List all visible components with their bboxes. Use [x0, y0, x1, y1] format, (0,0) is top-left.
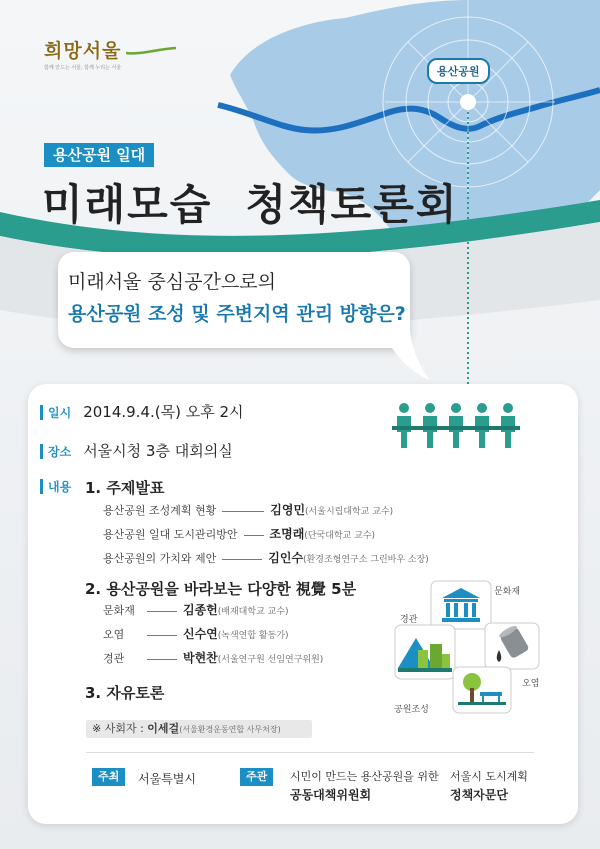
- item-note: (환경조형연구소 그린바우 소장): [303, 555, 429, 565]
- section-3-title: 3. 자유토론: [85, 684, 165, 702]
- content-label: 내용: [48, 480, 72, 494]
- item-dash: [147, 611, 177, 612]
- page-title: 미래모습 청책토론회: [42, 180, 459, 229]
- list-item: [103, 526, 375, 542]
- moderator-prefix: ※ 사회자 :: [92, 722, 144, 735]
- organizer-1-line-1: 시민이 만드는 용산공원을 위한: [290, 770, 439, 783]
- park-pictogram: [452, 666, 512, 714]
- bubble-tail: [392, 330, 432, 382]
- item-name: 김영민: [270, 503, 306, 517]
- landscape-pictogram: [394, 624, 456, 680]
- date-bar: [40, 405, 43, 420]
- item-dash: [244, 535, 264, 536]
- host-name: 서울특별시: [138, 772, 196, 786]
- item-note: (서울시립대학교 교수): [305, 507, 394, 517]
- pollution-pictogram: [484, 622, 540, 670]
- bubble-line-1: 미래서울 중심공간으로의: [68, 271, 276, 293]
- item-dash: [222, 511, 264, 512]
- list-item: [103, 502, 393, 518]
- map-pin-label: 용산공원: [427, 58, 490, 84]
- list-item: [103, 550, 429, 566]
- item-dash: [222, 559, 262, 560]
- item-note: (녹색연합 활동가): [217, 631, 289, 641]
- date-value: 2014.9.4.(목) 오후 2시: [83, 403, 244, 421]
- item-topic: 문화재: [103, 604, 135, 617]
- item-name: 조명래: [269, 527, 305, 541]
- item-dash: [147, 635, 177, 636]
- logo-text: 희망서울: [44, 40, 122, 62]
- item-name: 박현찬: [183, 651, 218, 665]
- item-dash: [147, 659, 177, 660]
- question-bubble: [58, 252, 410, 348]
- info-card: [28, 384, 578, 824]
- item-name: 신수연: [183, 627, 218, 641]
- item-topic: 경관: [103, 652, 125, 665]
- section-1-title: 1. 주제발표: [85, 479, 165, 497]
- item-note: (배재대학교 교수): [217, 607, 289, 617]
- item-name: 김종헌: [183, 603, 218, 617]
- meeting-people-icon: [390, 402, 522, 452]
- pollution-icon: [484, 622, 540, 670]
- logo-tagline: 함께 만드는 서울, 함께 누리는 서울: [44, 65, 122, 71]
- moderator-name: 이세걸: [147, 722, 180, 735]
- list-item: [103, 602, 289, 618]
- content-row: [40, 474, 83, 498]
- park-marker: [460, 94, 476, 110]
- organizer-2-line-1: 서울시 도시계획: [450, 770, 528, 783]
- place-label: 장소: [48, 445, 72, 459]
- heritage-icon: [430, 580, 492, 630]
- park-icon: [452, 666, 512, 714]
- host-tag: 주최: [92, 768, 125, 786]
- organizer-tag: 주관: [240, 768, 273, 786]
- date-label: 일시: [48, 406, 72, 420]
- list-item: [103, 650, 323, 666]
- date-row: [40, 400, 244, 424]
- footer-divider: [86, 752, 534, 753]
- item-topic: 오염: [103, 628, 125, 641]
- content-bar: [40, 479, 43, 494]
- place-bar: [40, 444, 43, 459]
- bubble-line-2: 용산공원 조성 및 주변지역 관리 방향은?: [68, 303, 406, 325]
- section-2-title: 2. 용산공원을 바라보는 다양한 視覺 5분: [85, 580, 357, 598]
- pollution-label: 오염: [522, 679, 540, 689]
- heritage-label: 문화재: [494, 587, 521, 597]
- landscape-label: 경관: [400, 615, 418, 625]
- place-value: 서울시청 3층 대회의실: [83, 442, 233, 460]
- moderator-box: [86, 720, 312, 738]
- organizer-1-line-2: 공동대책위원회: [290, 788, 372, 802]
- item-note: (단국대학교 교수): [304, 531, 376, 541]
- item-note: (서울연구원 선임연구위원): [217, 655, 324, 665]
- place-row: [40, 439, 233, 463]
- item-topic: 용산공원의 가치와 제안: [103, 552, 217, 565]
- heritage-pictogram: [430, 580, 492, 630]
- item-topic: 용산공원 일대 도시관리방안: [103, 528, 238, 541]
- list-item: [103, 626, 289, 642]
- item-name: 김인수: [268, 551, 304, 565]
- seoul-logo: [44, 36, 144, 71]
- subtitle-badge: 용산공원 일대: [44, 143, 154, 167]
- landscape-icon: [394, 624, 456, 680]
- logo-swoosh-icon: [126, 46, 176, 56]
- organizer-2-line-2: 정책자문단: [450, 788, 508, 802]
- moderator-note: (서울환경운동연합 사무처장): [179, 725, 281, 734]
- park-label: 공원조성: [394, 705, 429, 715]
- item-topic: 용산공원 조성계획 현황: [103, 504, 217, 517]
